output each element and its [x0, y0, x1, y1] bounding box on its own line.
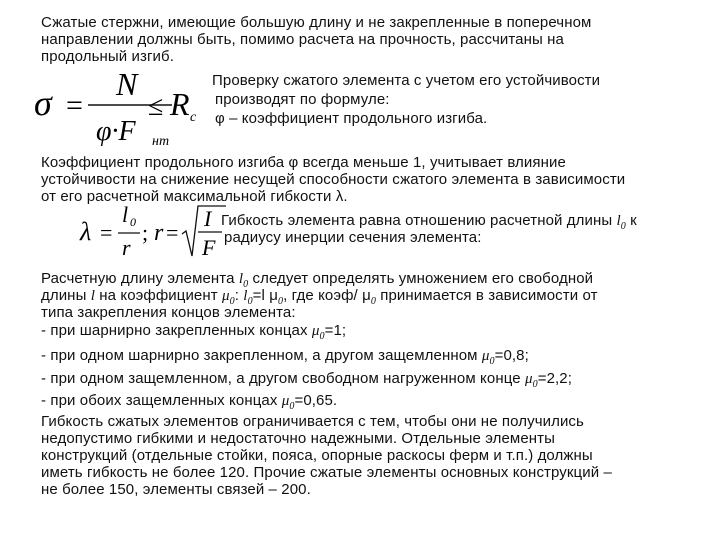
formula-equals-1: =: [100, 220, 113, 245]
formula-semicolon: ;: [142, 220, 149, 245]
formula-i: I: [204, 206, 212, 231]
check-line-1: Проверку сжатого элемента с учетом его устойчивости: [212, 72, 601, 89]
formula-l0-subscript: 0: [130, 215, 136, 229]
formula-lambda: λ: [80, 217, 92, 246]
formula-equals-2: =: [166, 220, 179, 245]
stability-formula: [30, 65, 210, 147]
limit-line-1: Гибкость сжатых элементов ограничивается с тем, чтобы они не получились: [41, 413, 584, 430]
intro-line-3: продольный изгиб.: [41, 48, 174, 65]
coef-line-2: устойчивости на снижение несущей способности сжатого элемента в зависимости: [41, 171, 626, 188]
coef-line-3: от его расчетной максимальной гибкости λ.: [41, 188, 348, 205]
flex-line-1: Гибкость элемента равна отношению расчетной длины $l_0$ к: [221, 212, 637, 232]
case-item: - при обоих защемленных концах $\mu_0=0,65$.: [41, 392, 338, 412]
length-line-2: длины l на коэффициент $\mu_0$: $l_0=l$ $\mu_0$, где коэф/ $\mu_0$ принимается в зависимости от: [41, 287, 598, 307]
limit-line-3: конструкций (отдельные стойки, пояса, опорные раскосы ферм и т.п.) должны: [41, 447, 593, 464]
case-item: - при шарнирно закрепленных концах $\mu_0=1$;: [41, 322, 347, 342]
length-line-1: Расчетную длину элемента $l_0$ следует определять умножением его свободной: [41, 270, 594, 290]
intro-line-1: Сжатые стержни, имеющие большую длину и не закрепленные в поперечном: [41, 14, 592, 31]
case-item: - при одном защемленном, а другом свободном нагруженном конце $\mu_0=2,2$;: [41, 370, 572, 390]
formula-numerator-n: N: [116, 66, 138, 102]
length-line-3: типа закрепления концов элемента:: [41, 304, 296, 321]
flexibility-formula: [78, 200, 228, 264]
limit-line-4: иметь гибкость не более 120. Прочие сжатые элементы основных конструкций –: [41, 464, 612, 481]
formula-r-den: r: [122, 235, 131, 260]
phi-definition: φ – коэффициент продольного изгиба.: [215, 110, 488, 127]
formula-equals: =: [66, 89, 83, 122]
formula-den-subscript: нт: [152, 134, 170, 147]
formula-sigma: σ: [34, 83, 52, 123]
formula-le: ≤: [148, 91, 164, 122]
formula-r: R: [170, 86, 190, 122]
case-item: - при одном шарнирно закрепленном, а другом защемленном $\mu_0=0,8$;: [41, 347, 529, 367]
formula-f: F: [202, 235, 216, 260]
coef-line-1: Коэффициент продольного изгиба φ всегда меньше 1, учитывает влияние: [41, 154, 566, 171]
formula-denominator: φ·F: [96, 116, 136, 147]
check-line-2: производят по формуле:: [215, 91, 390, 108]
formula-r-subscript: c: [190, 110, 197, 125]
limit-line-5: не более 150, элементы связей – 200.: [41, 481, 311, 498]
formula-l0: l: [122, 202, 129, 227]
flex-line-2: радиусу инерции сечения элемента:: [224, 229, 482, 246]
intro-line-2: направлении должны быть, помимо расчета на прочность, рассчитаны на: [41, 31, 564, 48]
formula-r2: r: [154, 220, 164, 246]
limit-line-2: недопустимо гибкими и недостаточно надежными. Отдельные элементы: [41, 430, 555, 447]
